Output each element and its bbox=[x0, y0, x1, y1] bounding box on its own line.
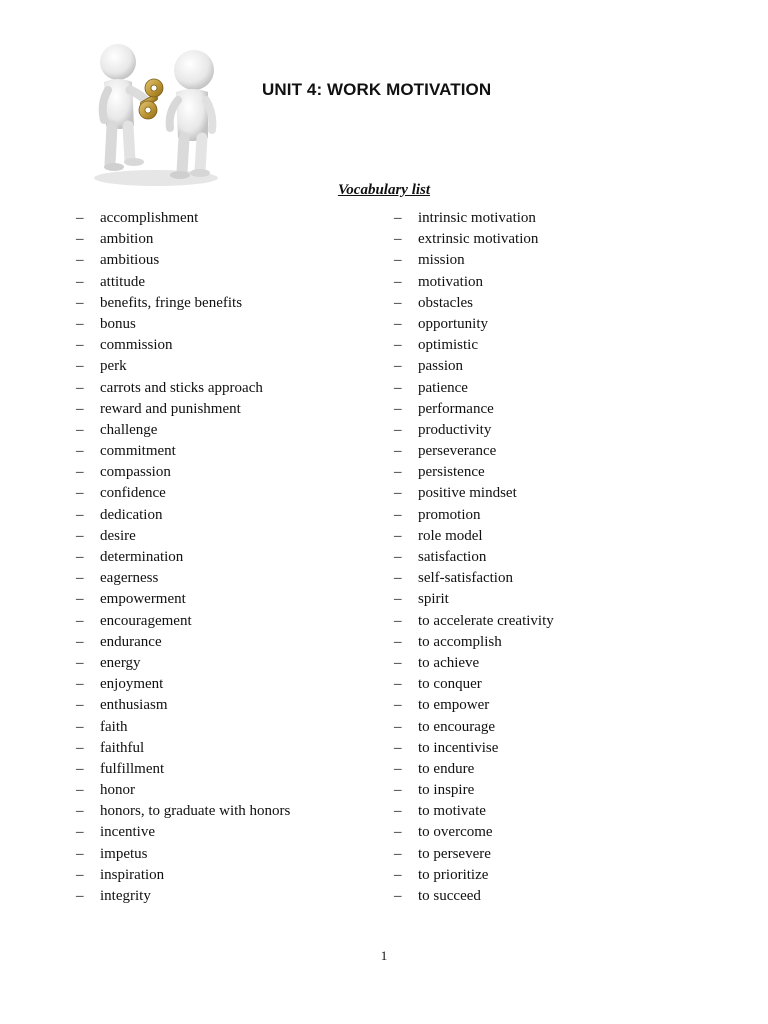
bullet-dash: – bbox=[394, 485, 402, 502]
vocabulary-item bbox=[76, 674, 290, 695]
vocabulary-item bbox=[76, 801, 290, 822]
vocabulary-item bbox=[394, 568, 554, 589]
vocabulary-term: confidence bbox=[100, 485, 166, 502]
bullet-dash: – bbox=[76, 294, 84, 311]
bullet-dash: – bbox=[76, 210, 84, 226]
vocabulary-term: dedication bbox=[100, 506, 163, 523]
bullet-dash: – bbox=[394, 824, 402, 841]
bullet-dash: – bbox=[394, 527, 402, 544]
bullet-dash: – bbox=[76, 845, 84, 862]
bullet-dash: – bbox=[76, 358, 84, 375]
vocabulary-item bbox=[394, 420, 554, 441]
bullet-dash: – bbox=[394, 888, 402, 904]
bullet-dash: – bbox=[76, 252, 84, 269]
bullet-dash: – bbox=[394, 464, 402, 481]
vocabulary-item bbox=[76, 759, 290, 780]
bullet-dash: – bbox=[76, 633, 84, 650]
vocabulary-item bbox=[76, 229, 290, 250]
bullet-dash: – bbox=[394, 612, 402, 629]
vocabulary-term: enthusiasm bbox=[100, 697, 168, 714]
bullet-dash: – bbox=[76, 570, 84, 587]
vocabulary-item bbox=[394, 844, 554, 865]
bullet-dash: – bbox=[394, 739, 402, 756]
vocabulary-item bbox=[76, 208, 290, 229]
bullet-dash: – bbox=[394, 315, 402, 332]
vocabulary-term: eagerness bbox=[100, 570, 159, 587]
bullet-dash: – bbox=[394, 506, 402, 523]
vocabulary-item bbox=[394, 632, 554, 653]
vocabulary-item bbox=[76, 335, 290, 356]
vocabulary-item bbox=[394, 822, 554, 843]
vocabulary-term: impetus bbox=[100, 845, 148, 862]
bullet-dash: – bbox=[394, 591, 402, 608]
bullet-dash: – bbox=[394, 231, 402, 248]
vocabulary-item bbox=[394, 611, 554, 632]
vocabulary-list-right bbox=[394, 208, 554, 907]
vocabulary-item bbox=[76, 378, 290, 399]
vocabulary-item bbox=[394, 505, 554, 526]
vocabulary-item bbox=[76, 314, 290, 335]
vocabulary-term: intrinsic motivation bbox=[418, 210, 536, 226]
vocabulary-item bbox=[76, 250, 290, 271]
vocabulary-term: attitude bbox=[100, 273, 145, 290]
bullet-dash: – bbox=[394, 760, 402, 777]
vocabulary-item bbox=[394, 208, 554, 229]
vocabulary-item bbox=[76, 272, 290, 293]
bullet-dash: – bbox=[76, 760, 84, 777]
vocabulary-term: endurance bbox=[100, 633, 162, 650]
vocabulary-term: ambition bbox=[100, 231, 154, 248]
vocabulary-item bbox=[76, 441, 290, 462]
bullet-dash: – bbox=[76, 273, 84, 290]
vocabulary-item bbox=[394, 293, 554, 314]
vocabulary-term: patience bbox=[418, 379, 468, 396]
vocabulary-term: faithful bbox=[100, 739, 145, 756]
vocabulary-term: incentive bbox=[100, 824, 155, 841]
vocabulary-item bbox=[76, 399, 290, 420]
vocabulary-item bbox=[394, 717, 554, 738]
bullet-dash: – bbox=[394, 379, 402, 396]
vocabulary-term: honor bbox=[100, 782, 135, 799]
vocabulary-term: optimistic bbox=[418, 337, 478, 354]
bullet-dash: – bbox=[394, 549, 402, 565]
vocabulary-term: to accomplish bbox=[418, 633, 502, 650]
vocabulary-term: benefits, fringe benefits bbox=[100, 294, 243, 311]
bullet-dash: – bbox=[394, 718, 402, 735]
vocabulary-term: to prioritize bbox=[418, 866, 489, 883]
vocabulary-term: commitment bbox=[100, 443, 176, 460]
bullet-dash: – bbox=[76, 527, 84, 544]
vocabulary-term: to endure bbox=[418, 760, 475, 777]
vocabulary-term: opportunity bbox=[418, 315, 488, 332]
vocabulary-term: persistence bbox=[418, 464, 485, 481]
bullet-dash: – bbox=[76, 337, 84, 354]
bullet-dash: – bbox=[394, 782, 402, 799]
vocabulary-term: obstacles bbox=[418, 294, 473, 311]
vocabulary-item bbox=[76, 844, 290, 865]
page-number: 1 bbox=[380, 948, 388, 963]
vocabulary-item bbox=[76, 611, 290, 632]
vocabulary-item bbox=[76, 653, 290, 674]
page-title: UNIT 4: WORK MOTIVATION bbox=[262, 80, 492, 99]
vocabulary-term: ambitious bbox=[100, 252, 160, 269]
vocabulary-term: positive mindset bbox=[418, 485, 517, 502]
vocabulary-item bbox=[76, 526, 290, 547]
vocabulary-item bbox=[394, 356, 554, 377]
vocabulary-item bbox=[394, 250, 554, 271]
bullet-dash: – bbox=[394, 845, 402, 862]
vocabulary-item bbox=[394, 378, 554, 399]
vocabulary-term: inspiration bbox=[100, 866, 165, 883]
vocabulary-term: motivation bbox=[418, 273, 483, 290]
vocabulary-term: compassion bbox=[100, 464, 171, 481]
vocabulary-term: empowerment bbox=[100, 591, 186, 608]
bullet-dash: – bbox=[76, 315, 84, 332]
vocabulary-term: spirit bbox=[418, 591, 449, 608]
vocabulary-term: enjoyment bbox=[100, 676, 164, 693]
vocabulary-item bbox=[76, 865, 290, 886]
bullet-dash: – bbox=[394, 654, 402, 671]
bullet-dash: – bbox=[76, 654, 84, 671]
vocabulary-item bbox=[394, 801, 554, 822]
bullet-dash: – bbox=[76, 866, 84, 883]
bullet-dash: – bbox=[394, 421, 402, 438]
bullet-dash: – bbox=[76, 549, 84, 565]
bullet-dash: – bbox=[76, 231, 84, 248]
bullet-dash: – bbox=[76, 443, 84, 460]
bullet-dash: – bbox=[76, 612, 84, 629]
vocabulary-item bbox=[394, 738, 554, 759]
vocabulary-term: honors, to graduate with honors bbox=[100, 803, 291, 820]
bullet-dash: – bbox=[76, 888, 84, 904]
bullet-dash: – bbox=[76, 739, 84, 756]
vocabulary-term: to achieve bbox=[418, 654, 480, 671]
bullet-dash: – bbox=[394, 273, 402, 290]
vocabulary-item bbox=[76, 547, 290, 568]
vocabulary-term: to overcome bbox=[418, 824, 493, 841]
vocabulary-item bbox=[394, 695, 554, 716]
vocabulary-term: to conquer bbox=[418, 676, 482, 693]
vocabulary-term: reward and punishment bbox=[100, 400, 241, 417]
vocabulary-item bbox=[394, 589, 554, 610]
bullet-dash: – bbox=[76, 591, 84, 608]
vocabulary-list-heading: Vocabulary list bbox=[337, 182, 431, 198]
bullet-dash: – bbox=[76, 485, 84, 502]
bullet-dash: – bbox=[394, 676, 402, 693]
vocabulary-item bbox=[76, 738, 290, 759]
vocabulary-item bbox=[394, 886, 554, 907]
bullet-dash: – bbox=[76, 718, 84, 735]
vocabulary-term: desire bbox=[100, 527, 136, 544]
vocabulary-item bbox=[76, 356, 290, 377]
vocabulary-term: integrity bbox=[100, 888, 151, 904]
bullet-dash: – bbox=[394, 866, 402, 883]
vocabulary-term: challenge bbox=[100, 421, 158, 438]
bullet-dash: – bbox=[394, 803, 402, 820]
vocabulary-term: to accelerate creativity bbox=[418, 612, 554, 629]
vocabulary-term: promotion bbox=[418, 506, 481, 523]
vocabulary-term: performance bbox=[418, 400, 494, 417]
vocabulary-term: to motivate bbox=[418, 803, 486, 820]
vocabulary-term: to succeed bbox=[418, 888, 481, 904]
vocabulary-term: determination bbox=[100, 549, 184, 565]
vocabulary-term: bonus bbox=[100, 315, 136, 332]
vocabulary-term: encouragement bbox=[100, 612, 192, 629]
vocabulary-item bbox=[394, 759, 554, 780]
vocabulary-item bbox=[394, 674, 554, 695]
bullet-dash: – bbox=[76, 697, 84, 714]
vocabulary-item bbox=[76, 695, 290, 716]
vocabulary-term: accomplishment bbox=[100, 210, 199, 226]
bullet-dash: – bbox=[394, 697, 402, 714]
vocabulary-item bbox=[394, 314, 554, 335]
bullet-dash: – bbox=[394, 337, 402, 354]
figures-with-wind-up-key-icon bbox=[84, 40, 230, 190]
bullet-dash: – bbox=[76, 400, 84, 417]
vocabulary-item bbox=[76, 717, 290, 738]
vocabulary-item bbox=[394, 780, 554, 801]
vocabulary-term: carrots and sticks approach bbox=[100, 379, 263, 396]
vocabulary-term: perk bbox=[100, 358, 127, 375]
vocabulary-term: faith bbox=[100, 718, 128, 735]
bullet-dash: – bbox=[76, 421, 84, 438]
vocabulary-item bbox=[76, 568, 290, 589]
vocabulary-item bbox=[76, 462, 290, 483]
vocabulary-term: fulfillment bbox=[100, 760, 165, 777]
vocabulary-term: energy bbox=[100, 654, 141, 671]
vocabulary-item bbox=[76, 632, 290, 653]
vocabulary-term: perseverance bbox=[418, 443, 497, 460]
bullet-dash: – bbox=[394, 570, 402, 587]
vocabulary-item bbox=[394, 441, 554, 462]
vocabulary-item bbox=[76, 822, 290, 843]
bullet-dash: – bbox=[76, 803, 84, 820]
vocabulary-term: role model bbox=[418, 527, 483, 544]
vocabulary-term: commission bbox=[100, 337, 173, 354]
vocabulary-item bbox=[76, 886, 290, 907]
vocabulary-item bbox=[76, 483, 290, 504]
vocabulary-item bbox=[76, 589, 290, 610]
vocabulary-item bbox=[394, 335, 554, 356]
vocabulary-term: to empower bbox=[418, 697, 490, 714]
vocabulary-term: to incentivise bbox=[418, 739, 499, 756]
bullet-dash: – bbox=[394, 633, 402, 650]
bullet-dash: – bbox=[394, 252, 402, 269]
vocabulary-item bbox=[394, 865, 554, 886]
vocabulary-item bbox=[76, 293, 290, 314]
vocabulary-item bbox=[394, 653, 554, 674]
vocabulary-term: extrinsic motivation bbox=[418, 231, 539, 248]
vocabulary-item bbox=[394, 462, 554, 483]
bullet-dash: – bbox=[394, 400, 402, 417]
bullet-dash: – bbox=[394, 294, 402, 311]
vocabulary-list-left bbox=[76, 208, 290, 907]
vocabulary-item bbox=[76, 780, 290, 801]
bullet-dash: – bbox=[394, 358, 402, 375]
bullet-dash: – bbox=[394, 210, 402, 226]
vocabulary-item bbox=[394, 272, 554, 293]
vocabulary-term: self-satisfaction bbox=[418, 570, 513, 587]
vocabulary-term: productivity bbox=[418, 421, 492, 438]
vocabulary-item bbox=[394, 483, 554, 504]
bullet-dash: – bbox=[76, 464, 84, 481]
vocabulary-term: passion bbox=[418, 358, 463, 375]
vocabulary-item bbox=[394, 547, 554, 568]
bullet-dash: – bbox=[76, 824, 84, 841]
bullet-dash: – bbox=[76, 676, 84, 693]
vocabulary-item bbox=[76, 420, 290, 441]
vocabulary-term: to encourage bbox=[418, 718, 496, 735]
vocabulary-term: to inspire bbox=[418, 782, 475, 799]
vocabulary-item bbox=[394, 229, 554, 250]
bullet-dash: – bbox=[76, 506, 84, 523]
vocabulary-term: satisfaction bbox=[418, 549, 487, 565]
vocabulary-item bbox=[394, 399, 554, 420]
vocabulary-item bbox=[394, 526, 554, 547]
bullet-dash: – bbox=[76, 379, 84, 396]
vocabulary-term: mission bbox=[418, 252, 465, 269]
bullet-dash: – bbox=[76, 782, 84, 799]
bullet-dash: – bbox=[394, 443, 402, 460]
vocabulary-term: to persevere bbox=[418, 845, 491, 862]
vocabulary-item bbox=[76, 505, 290, 526]
